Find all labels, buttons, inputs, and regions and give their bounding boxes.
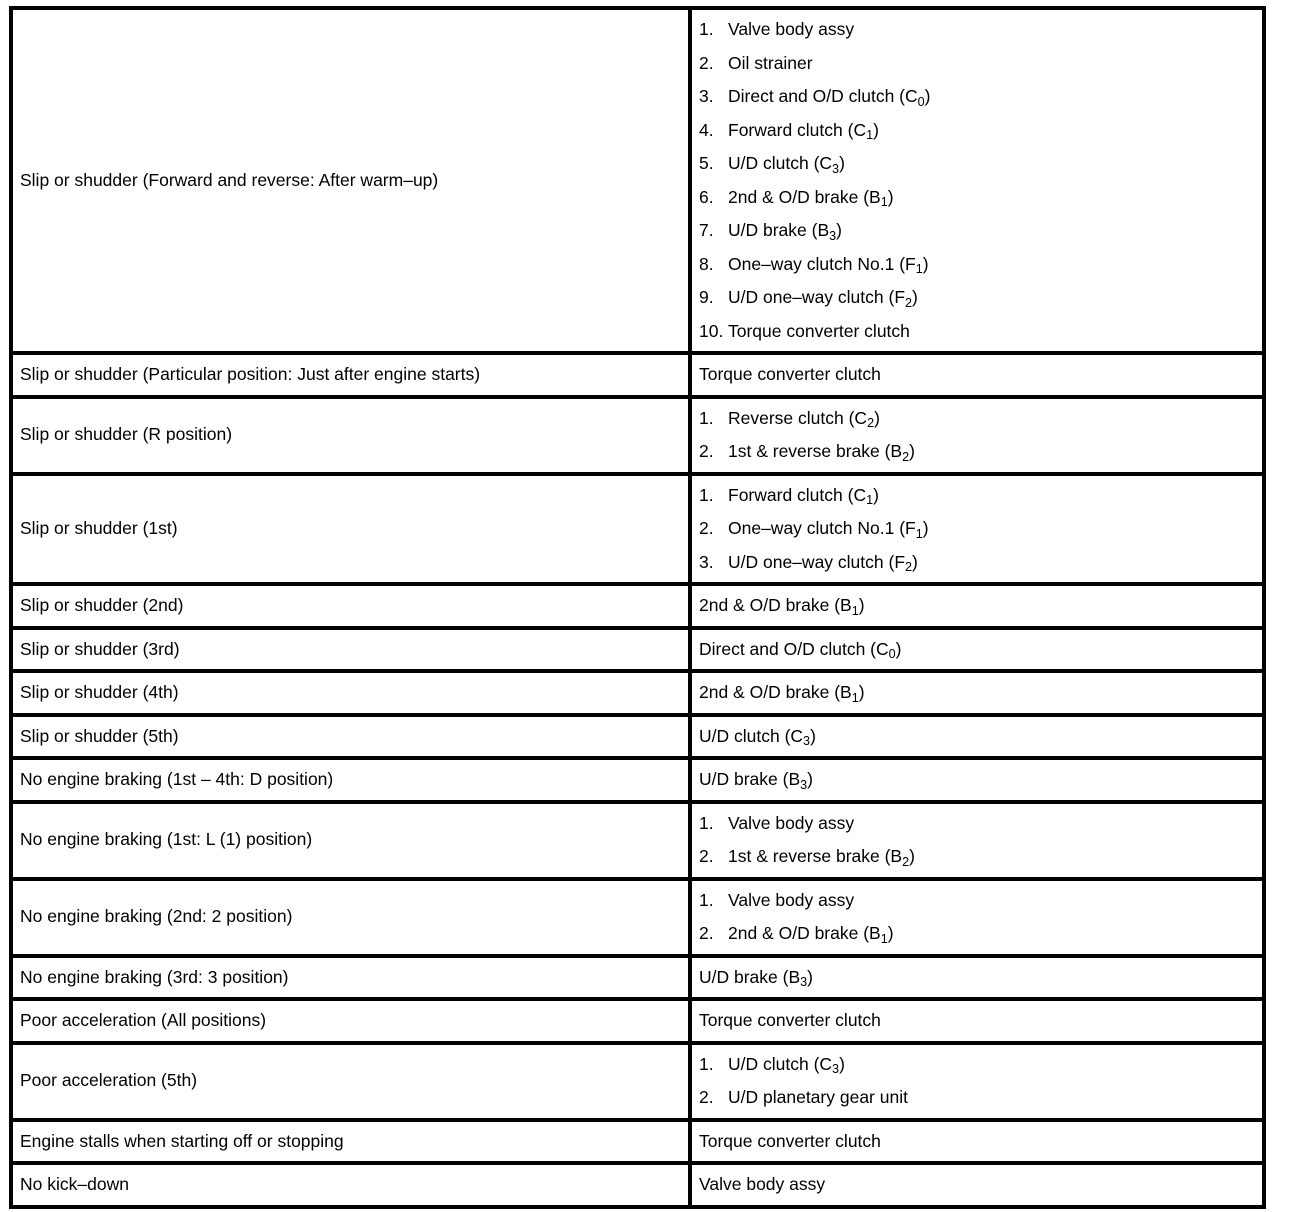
suspect-area-list bbox=[699, 589, 1256, 623]
suspect-area-item bbox=[699, 147, 1256, 181]
suspect-area-cell bbox=[690, 397, 1264, 474]
symptom-cell bbox=[11, 999, 690, 1043]
suspect-area-item bbox=[699, 676, 1256, 710]
suspect-area-item bbox=[699, 589, 1256, 623]
suspect-item-text: 2nd & O/D brake $(B_1)$ bbox=[728, 186, 894, 210]
suspect-area-cell bbox=[690, 802, 1264, 879]
symptom-text: No kick–down bbox=[20, 1174, 129, 1194]
suspect-area-cell bbox=[690, 584, 1264, 628]
suspect-area-item bbox=[699, 214, 1256, 248]
suspect-item-text: 2nd & O/D brake $(B_1)$ bbox=[699, 682, 865, 705]
suspect-item-number: 4. bbox=[699, 119, 714, 140]
suspect-area-item bbox=[699, 512, 1256, 546]
suspect-area-cell bbox=[690, 956, 1264, 1000]
symptom-text: Slip or shudder (3rd) bbox=[20, 638, 180, 659]
suspect-item-text: U/D one–way clutch $(F_2)$ bbox=[728, 287, 918, 310]
suspect-area-item bbox=[699, 807, 1256, 841]
table-row bbox=[11, 956, 1264, 1000]
suspect-item-text: Direct and O/D clutch $(C_0)$ bbox=[728, 86, 931, 109]
suspect-area-cell bbox=[690, 1043, 1264, 1120]
suspect-area-item bbox=[699, 358, 1256, 392]
symptom-cell bbox=[11, 802, 690, 879]
suspect-area-list bbox=[699, 676, 1256, 710]
suspect-item-text: U/D clutch $(C_3)$ bbox=[699, 725, 816, 749]
table-row bbox=[11, 353, 1264, 397]
table-row bbox=[11, 628, 1264, 672]
troubleshooting-table bbox=[9, 6, 1266, 1209]
suspect-area-cell bbox=[690, 879, 1264, 956]
symptom-text: Slip or shudder (Forward and reverse: After warm–up) bbox=[20, 169, 439, 190]
symptom-text: No engine braking (3rd: 3 position) bbox=[20, 966, 289, 987]
symptom-text: No engine braking (1st: L (1) position) bbox=[20, 829, 313, 850]
suspect-item-text: 2nd & O/D brake $(B_1)$ bbox=[699, 595, 865, 618]
suspect-item-text: Direct and O/D clutch $(C_0)$ bbox=[699, 638, 902, 662]
symptom-cell bbox=[11, 1163, 690, 1207]
table-row bbox=[11, 1043, 1264, 1120]
symptom-text: Poor acceleration (5th) bbox=[20, 1070, 198, 1091]
suspect-area-item bbox=[699, 1004, 1256, 1038]
suspect-area-list bbox=[699, 1004, 1256, 1038]
symptom-text: No engine braking (1st – 4th: D position) bbox=[20, 769, 334, 789]
suspect-item-text: One–way clutch No.1 $(F_1)$ bbox=[728, 518, 929, 541]
suspect-area-item bbox=[699, 281, 1256, 315]
symptom-text: Slip or shudder (2nd) bbox=[20, 595, 184, 615]
suspect-item-text: 2nd & O/D brake $(B_1)$ bbox=[728, 923, 894, 946]
suspect-area-item bbox=[699, 13, 1256, 47]
symptom-text: No engine braking (2nd: 2 position) bbox=[20, 906, 293, 927]
suspect-item-text: Torque converter clutch bbox=[728, 320, 910, 341]
symptom-text: Slip or shudder (4th) bbox=[20, 682, 179, 702]
suspect-area-item bbox=[699, 315, 1256, 349]
suspect-item-text: Valve body assy bbox=[699, 1174, 826, 1194]
suspect-area-item bbox=[699, 47, 1256, 81]
suspect-area-list bbox=[699, 1125, 1256, 1159]
suspect-area-cell bbox=[690, 1120, 1264, 1164]
suspect-area-item bbox=[699, 1048, 1256, 1082]
suspect-area-list bbox=[699, 358, 1256, 392]
table-row bbox=[11, 758, 1264, 802]
suspect-area-list bbox=[699, 884, 1256, 951]
suspect-item-number: 1. bbox=[699, 1053, 714, 1074]
table-row bbox=[11, 999, 1264, 1043]
suspect-item-text: U/D clutch $(C_3)$ bbox=[728, 153, 845, 176]
suspect-item-text: Valve body assy bbox=[728, 19, 855, 39]
suspect-area-item bbox=[699, 181, 1256, 215]
suspect-item-number: 1. bbox=[699, 19, 714, 39]
suspect-area-cell bbox=[690, 999, 1264, 1043]
suspect-area-list bbox=[699, 763, 1256, 797]
suspect-area-item bbox=[699, 1125, 1256, 1159]
suspect-area-item bbox=[699, 1168, 1256, 1202]
suspect-item-number: 1. bbox=[699, 812, 714, 833]
suspect-area-item bbox=[699, 917, 1256, 951]
suspect-item-text: Torque converter clutch bbox=[699, 364, 881, 384]
symptom-cell bbox=[11, 1043, 690, 1120]
symptom-text: Slip or shudder (5th) bbox=[20, 725, 179, 746]
suspect-item-number: 8. bbox=[699, 253, 714, 274]
suspect-item-text: One–way clutch No.1 $(F_1)$ bbox=[728, 253, 929, 277]
suspect-item-text: Forward clutch $(C_1)$ bbox=[728, 119, 879, 143]
suspect-area-item bbox=[699, 80, 1256, 114]
suspect-item-number: 2. bbox=[699, 923, 714, 943]
suspect-item-text: Valve body assy bbox=[728, 889, 855, 910]
suspect-item-text: Valve body assy bbox=[728, 812, 855, 833]
symptom-cell bbox=[11, 879, 690, 956]
suspect-area-cell bbox=[690, 671, 1264, 715]
suspect-item-number: 7. bbox=[699, 220, 714, 240]
table-row bbox=[11, 715, 1264, 759]
suspect-area-item bbox=[699, 720, 1256, 754]
suspect-item-text: U/D one–way clutch $(F_2)$ bbox=[728, 551, 918, 575]
symptom-cell bbox=[11, 1120, 690, 1164]
symptom-cell bbox=[11, 671, 690, 715]
suspect-item-number: 1. bbox=[699, 484, 714, 505]
suspect-item-text: Torque converter clutch bbox=[699, 1010, 881, 1030]
suspect-area-item bbox=[699, 961, 1256, 995]
suspect-area-item bbox=[699, 633, 1256, 667]
symptom-cell bbox=[11, 956, 690, 1000]
symptom-cell bbox=[11, 758, 690, 802]
suspect-area-list bbox=[699, 1048, 1256, 1115]
table-row bbox=[11, 1163, 1264, 1207]
suspect-area-list bbox=[699, 479, 1256, 580]
symptom-text: Slip or shudder (1st) bbox=[20, 518, 178, 538]
suspect-item-number: 3. bbox=[699, 86, 714, 106]
suspect-area-item bbox=[699, 435, 1256, 469]
symptom-cell bbox=[11, 584, 690, 628]
table-row bbox=[11, 584, 1264, 628]
table-row bbox=[11, 8, 1264, 353]
suspect-item-number: 2. bbox=[699, 518, 714, 538]
suspect-item-text: U/D brake $(B_3)$ bbox=[699, 966, 813, 990]
suspect-area-item bbox=[699, 1081, 1256, 1115]
suspect-area-list bbox=[699, 807, 1256, 874]
suspect-area-cell bbox=[690, 474, 1264, 585]
table-row bbox=[11, 397, 1264, 474]
table-row bbox=[11, 879, 1264, 956]
symptom-cell bbox=[11, 397, 690, 474]
table-row bbox=[11, 802, 1264, 879]
table-row bbox=[11, 474, 1264, 585]
suspect-area-cell bbox=[690, 758, 1264, 802]
suspect-area-item bbox=[699, 840, 1256, 874]
suspect-item-text: 1st & reverse brake $(B_2)$ bbox=[728, 441, 915, 464]
suspect-item-number: 6. bbox=[699, 186, 714, 207]
suspect-area-cell bbox=[690, 715, 1264, 759]
symptom-cell bbox=[11, 474, 690, 585]
suspect-area-item bbox=[699, 402, 1256, 436]
suspect-area-cell bbox=[690, 353, 1264, 397]
suspect-item-number: 5. bbox=[699, 153, 714, 173]
suspect-item-number: 2. bbox=[699, 52, 714, 73]
suspect-area-item bbox=[699, 248, 1256, 282]
suspect-area-cell bbox=[690, 628, 1264, 672]
symptom-cell bbox=[11, 628, 690, 672]
symptom-cell bbox=[11, 353, 690, 397]
suspect-item-text: Torque converter clutch bbox=[699, 1130, 881, 1151]
suspect-area-item bbox=[699, 763, 1256, 797]
suspect-area-list bbox=[699, 1168, 1256, 1202]
suspect-item-number: 9. bbox=[699, 287, 714, 307]
suspect-area-list bbox=[699, 402, 1256, 469]
suspect-item-text: U/D clutch $(C_3)$ bbox=[728, 1053, 845, 1077]
suspect-area-cell bbox=[690, 8, 1264, 353]
suspect-area-item bbox=[699, 546, 1256, 580]
suspect-item-text: Forward clutch $(C_1)$ bbox=[728, 484, 879, 508]
suspect-area-list bbox=[699, 961, 1256, 995]
suspect-item-text: Oil strainer bbox=[728, 52, 813, 73]
suspect-area-list bbox=[699, 633, 1256, 667]
suspect-area-item bbox=[699, 479, 1256, 513]
suspect-area-cell bbox=[690, 1163, 1264, 1207]
suspect-item-number: 3. bbox=[699, 551, 714, 572]
suspect-item-number: 10. bbox=[699, 320, 724, 341]
table-row bbox=[11, 671, 1264, 715]
suspect-area-item bbox=[699, 114, 1256, 148]
suspect-item-text: U/D planetary gear unit bbox=[728, 1087, 908, 1107]
suspect-area-list bbox=[699, 13, 1256, 348]
symptom-cell bbox=[11, 715, 690, 759]
trouble-table-body bbox=[11, 8, 1264, 1207]
suspect-item-number: 2. bbox=[699, 441, 714, 461]
symptom-text: Slip or shudder (R position) bbox=[20, 424, 233, 445]
suspect-item-text: U/D brake $(B_3)$ bbox=[699, 769, 813, 792]
suspect-area-item bbox=[699, 884, 1256, 918]
table-row bbox=[11, 1120, 1264, 1164]
suspect-item-number: 1. bbox=[699, 889, 714, 910]
suspect-item-number: 1. bbox=[699, 407, 714, 428]
suspect-item-number: 2. bbox=[699, 846, 714, 866]
symptom-cell bbox=[11, 8, 690, 353]
symptom-text: Poor acceleration (All positions) bbox=[20, 1010, 267, 1030]
suspect-item-text: 1st & reverse brake $(B_2)$ bbox=[728, 846, 915, 869]
suspect-item-number: 2. bbox=[699, 1087, 714, 1107]
suspect-area-list bbox=[699, 720, 1256, 754]
symptom-text: Slip or shudder (Particular position: Just after engine starts) bbox=[20, 364, 481, 384]
symptom-text: Engine stalls when starting off or stopping bbox=[20, 1130, 344, 1151]
suspect-item-text: Reverse clutch $(C_2)$ bbox=[728, 407, 880, 431]
suspect-item-text: U/D brake $(B_3)$ bbox=[728, 220, 842, 243]
